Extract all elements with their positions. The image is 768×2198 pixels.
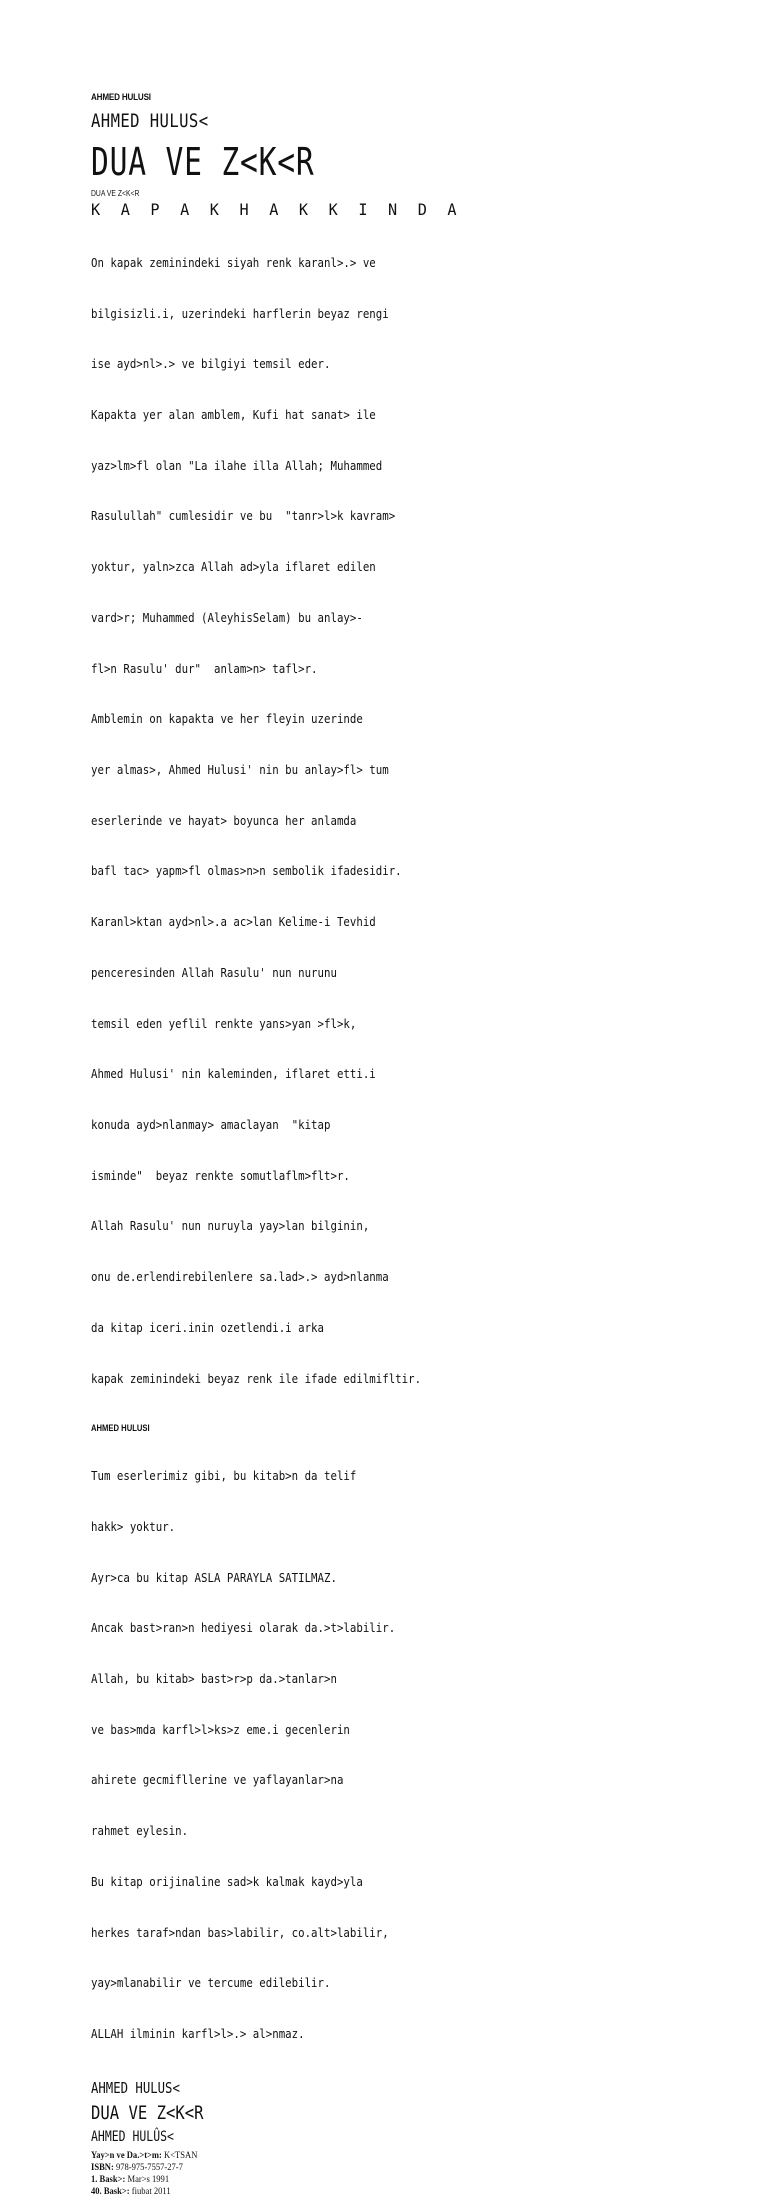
footer-author: AHMED HULUS< <box>91 2078 180 2097</box>
publisher-value: K<TSAN <box>164 2150 198 2161</box>
publisher-line <box>91 2150 685 2162</box>
isbn-value: 978-975-7557-27-7 <box>115 2162 183 2173</box>
footer-author-accented: AHMED HULÛS< <box>91 2128 174 2145</box>
isbn-line <box>91 2162 685 2174</box>
text-line: isminde" beyaz renkte somutlaflm>flt>r. <box>91 1167 350 1183</box>
text-line: Karanl>ktan ayd>nl>.a ac>lan Kelime-i Tevhid <box>91 914 376 930</box>
text-line: On kapak zeminindeki siyah renk karanl>.> ve <box>91 254 376 270</box>
author-label-small: AHMED HULUSI <box>91 92 151 103</box>
text-line: da kitap iceri.inin ozetlendi.i arka <box>91 1319 325 1335</box>
text-line: Ayr>ca bu kitap ASLA PARAYLA SATILMAZ. <box>91 1569 337 1585</box>
rights-notice <box>91 1434 659 2076</box>
book-title: DUA VE Z<K<R <box>91 140 315 184</box>
author-label-second: AHMED HULUSI <box>91 1423 150 1434</box>
text-line: ise ayd>nl>.> ve bilgiyi temsil eder. <box>91 356 331 372</box>
author-name-large: AHMED HULUS< <box>91 110 209 132</box>
text-line: kapak zeminindeki beyaz renk ile ifade edilmifltir. <box>91 1370 422 1386</box>
footer-title: DUA VE Z<K<R <box>91 2101 204 2124</box>
section-heading-cover: K A P A K H A K K I N D A <box>91 200 463 219</box>
text-line: Allah Rasulu' nun nuruyla yay>lan bilginin, <box>91 1218 370 1234</box>
text-line: ahirete gecmifllerine ve yaflayanlar>na <box>91 1772 344 1788</box>
publication-info <box>91 2150 685 2198</box>
text-line: hakk> yoktur. <box>91 1518 176 1534</box>
text-line: Bu kitap orijinaline sad>k kalmak kayd>yla <box>91 1873 363 1889</box>
text-line: onu de.erlendirebilenlere sa.lad>.> ayd>nlanma <box>91 1269 389 1285</box>
text-line: penceresinden Allah Rasulu' nun nurunu <box>91 964 337 980</box>
text-line: herkes taraf>ndan bas>labilir, co.alt>labilir, <box>91 1924 389 1940</box>
text-line: eserlerinde ve hayat> boyunca her anlamda <box>91 812 357 828</box>
text-line: vard>r; Muhammed (AleyhisSelam) bu anlay>- <box>91 609 363 625</box>
text-line: konuda ayd>nlanmay> amaclayan "kitap <box>91 1117 331 1133</box>
text-line: Tum eserlerimiz gibi, bu kitab>n da telif <box>91 1468 357 1484</box>
text-line: yay>mlanabilir ve tercume edilebilir. <box>91 1975 331 1991</box>
isbn-label: ISBN: <box>91 2162 114 2173</box>
fortieth-edition-line <box>91 2186 685 2198</box>
first-edition-value: Mar>s 1991 <box>127 2174 170 2185</box>
text-line: Kapakta yer alan amblem, Kufi hat sanat> ile <box>91 406 376 422</box>
text-line: Ancak bast>ran>n hediyesi olarak da.>t>labilir. <box>91 1620 396 1636</box>
text-line: temsil eden yeflil renkte yans>yan >fl>k, <box>91 1015 357 1031</box>
text-line: ve bas>mda karfl>l>ks>z eme.i gecenlerin <box>91 1721 350 1737</box>
text-line: Ahmed Hulusi' nin kaleminden, iflaret etti.i <box>91 1066 376 1082</box>
text-line: bafl tac> yapm>fl olmas>n>n sembolik ifadesidir. <box>91 863 402 879</box>
text-line: yer almas>, Ahmed Hulusi' nin bu anlay>fl> tum <box>91 762 389 777</box>
text-line: bilgisizli.i, uzerindeki harflerin beyaz rengi <box>91 305 389 321</box>
text-line: Amblemin on kapakta ve her fleyin uzerinde <box>91 711 363 727</box>
publisher-label: Yay>n ve Da.>t>m: <box>91 2150 162 2161</box>
cover-description <box>91 221 659 1421</box>
text-line: yaz>lm>fl olan "La ilahe illa Allah; Muhammed <box>91 457 383 473</box>
first-edition-label: 1. Bask>: <box>91 2174 126 2185</box>
fortieth-edition-label: 40. Bask>: <box>91 2186 130 2197</box>
text-line: fl>n Rasulu' dur" anlam>n> tafl>r. <box>91 660 318 676</box>
text-line: Rasulullah" cumlesidir ve bu "tanr>l>k kavram> <box>91 508 396 524</box>
first-edition-line <box>91 2174 685 2186</box>
text-line: Allah, bu kitab> bast>r>p da.>tanlar>n <box>91 1671 337 1687</box>
text-line: yoktur, yaln>zca Allah ad>yla iflaret edilen <box>91 559 376 575</box>
book-title-small: DUA VE Z<K<R <box>91 188 140 198</box>
text-line: ALLAH ilminin karfl>l>.> al>nmaz. <box>91 2026 305 2042</box>
text-line: rahmet eylesin. <box>91 1823 189 1839</box>
fortieth-edition-value: fiubat 2011 <box>131 2186 171 2197</box>
document-page <box>91 92 751 2198</box>
